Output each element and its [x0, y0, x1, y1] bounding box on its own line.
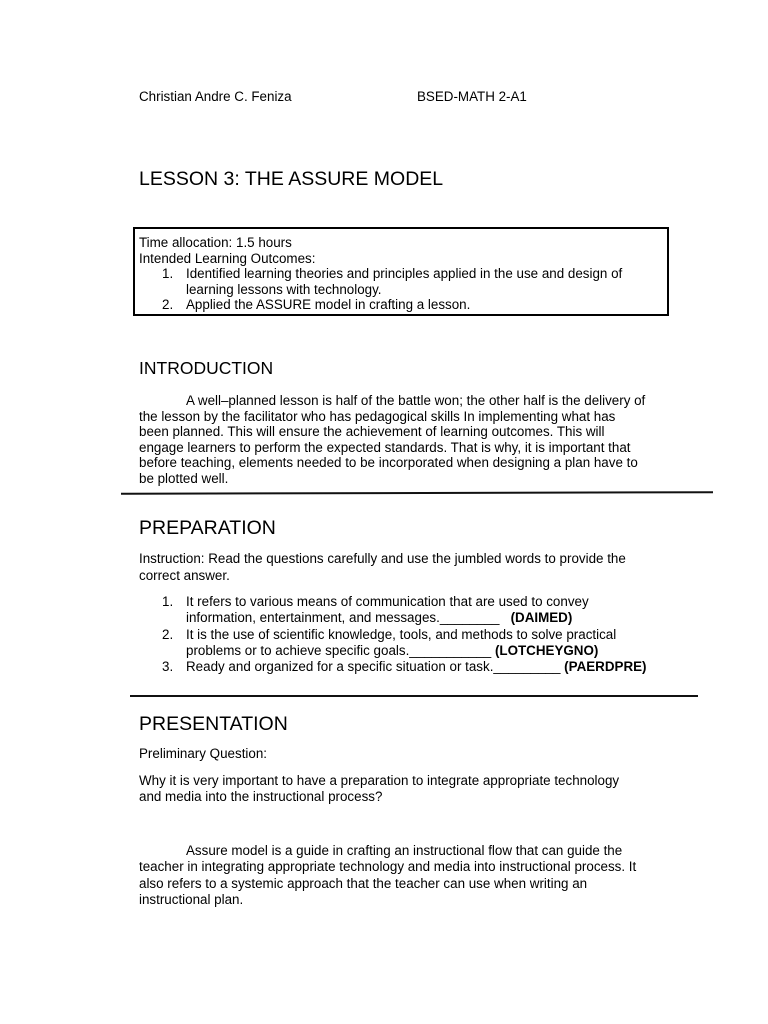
list-item — [139, 627, 647, 660]
list-number: 2. — [162, 297, 174, 313]
instruction-line: Instruction: Read the questions carefully and use the jumbled words to provide the — [139, 551, 626, 566]
jumbled-word: (LOTCHEYGNO) — [494, 642, 599, 658]
jumbled-word: (PAERDPRE) — [564, 659, 647, 675]
paragraph-line: engage learners to perform the expected standards. That is why, it is important that — [139, 439, 631, 455]
list-item — [139, 659, 647, 675]
paragraph-line: also refers to a systemic approach that the teacher can use when writing an — [139, 875, 588, 891]
questions-list — [139, 594, 647, 675]
list-number: 3. — [162, 659, 174, 675]
list-text: Applied the ASSURE model in crafting a lesson. — [186, 297, 471, 313]
section-divider — [130, 695, 698, 697]
question-text — [186, 659, 647, 675]
preliminary-question — [139, 773, 619, 804]
question-blank: problems or to achieve specific goals.___________ — [186, 642, 492, 658]
preparation-questions — [139, 594, 647, 675]
info-box-content — [139, 235, 622, 313]
paragraph-line: been planned. This will ensure the achievement of learning outcomes. This will — [139, 424, 605, 440]
list-item — [139, 266, 622, 297]
list-text: Identified learning theories and principles applied in the use and design of — [186, 266, 623, 282]
section-divider — [121, 491, 713, 495]
outcomes-label: Intended Learning Outcomes: — [139, 250, 316, 266]
section-code: BSED-MATH 2-A1 — [417, 89, 527, 104]
instruction-line: correct answer. — [139, 568, 230, 583]
question-text — [186, 610, 647, 626]
list-item — [139, 297, 622, 313]
paragraph-line: A well–planned lesson is half of the battle won; the other half is the delivery of — [186, 393, 646, 408]
question-text: It refers to various means of communication that are used to convey — [186, 594, 589, 609]
paragraph-line: be plotted well. — [139, 470, 229, 486]
preliminary-label: Preliminary Question: — [139, 746, 268, 761]
paragraph-line: before teaching, elements needed to be incorporated when designing a plan have to — [139, 455, 638, 471]
question-blank: Ready and organized for a specific situation or task._________ — [186, 659, 561, 675]
jumbled-word: (DAIMED) — [510, 610, 573, 626]
presentation-heading: PRESENTATION — [139, 713, 288, 735]
author-name: Christian Andre C. Feniza — [139, 89, 292, 104]
paragraph-line: teacher in integrating appropriate technology and media into instructional process. It — [139, 859, 637, 875]
paragraph-line: the lesson by the facilitator who has pedagogical skills In implementing what has — [139, 408, 616, 424]
list-number: 1. — [162, 594, 174, 609]
paragraph-line: Assure model is a guide in crafting an instructional flow that can guide the — [186, 843, 623, 858]
list-number: 1. — [162, 266, 174, 282]
list-number: 2. — [162, 626, 174, 642]
paragraph-line: instructional plan. — [139, 891, 244, 907]
question-line: Why it is very important to have a preparation to integrate appropriate technology — [139, 773, 620, 788]
introduction-heading: INTRODUCTION — [139, 358, 274, 378]
outcomes-list — [139, 266, 622, 313]
question-line: and media into the instructional process? — [139, 788, 383, 804]
question-text: It is the use of scientific knowledge, tools, and methods to solve practical — [186, 626, 617, 642]
preparation-instruction — [139, 550, 626, 584]
list-text: learning lessons with technology. — [186, 281, 382, 297]
time-allocation: Time allocation: 1.5 hours — [139, 235, 292, 250]
lesson-title: LESSON 3: THE ASSURE MODEL — [139, 168, 444, 190]
assure-paragraph — [139, 843, 636, 908]
question-blank: information, entertainment, and messages.________ — [186, 610, 500, 626]
list-item — [139, 594, 647, 627]
preparation-heading: PREPARATION — [139, 517, 276, 539]
question-text — [186, 643, 647, 659]
introduction-paragraph — [139, 393, 645, 487]
